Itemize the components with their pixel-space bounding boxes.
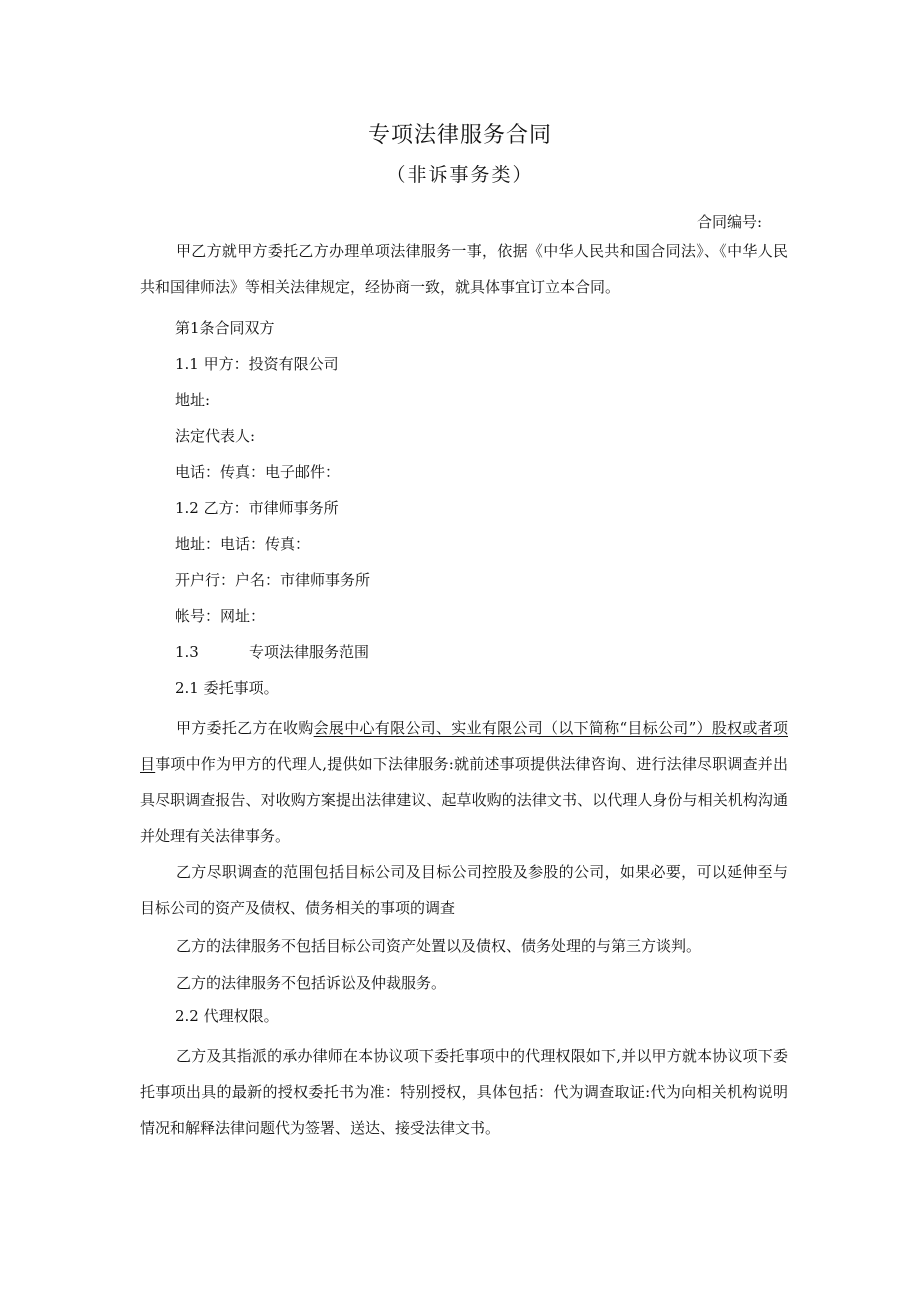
article-1-heading: 第1条合同双方: [175, 319, 275, 337]
para1-rest: 事项中作为甲方的代理人,提供如下法律服务:就前述事项提供法律咨询、进行法律尽职调查并出具尽职调查报告、对收购方案提出法律建议、起草收购的法律文书、以代理人身份与相关机构沟通并处理有关法律事务。: [140, 755, 788, 845]
section-1-2: 1.2 乙方：市律师事务所: [175, 499, 339, 517]
party-a-contact: 电话：传真：电子邮件：: [175, 463, 341, 481]
document-title: 专项法律服务合同: [367, 123, 552, 148]
section-1-1: 1.1 甲方：投资有限公司: [175, 355, 339, 373]
party-b-contact: 地址：电话：传真：: [175, 535, 311, 553]
authority-paragraph: 乙方及其指派的承办律师在本协议项下委托事项中的代理权限如下,并以甲方就本协议项下委托事项出具的最新的授权委托书为准：特别授权，具体包括：代为调查取证:代为向相关机构说明情况和解释法律问题代为签署、送达、接受法律文书。: [140, 1047, 788, 1137]
document-subtitle: （非诉事务类）: [386, 164, 534, 186]
due-diligence-scope-paragraph: 乙方尽职调查的范围包括目标公司及目标公司控股及参股的公司，如果必要，可以延伸至与目标公司的资产及债权、债务相关的事项的调查: [140, 863, 788, 917]
party-a-address: 地址:: [175, 391, 211, 409]
section-2-2: 2.2 代理权限。: [175, 1007, 279, 1025]
section-1-3-text: 专项法律服务范围: [249, 643, 370, 661]
section-2-1: 2.1 委托事项。: [175, 679, 279, 697]
target-company-underlined: 会展中心有限公司、实业有限公司（以下简称“目标公司”）股权或者项目: [140, 719, 788, 773]
intro-paragraph: 甲乙方就甲方委托乙方办理单项法律服务一事，依据《中华人民共和国合同法》、《中华人民共和国律师法》等相关法律规定，经协商一致，就具体事宜订立本合同。: [140, 242, 788, 296]
contract-number-label: 合同编号:: [696, 213, 762, 231]
section-1-3: [175, 641, 369, 662]
section-1-3-number: 1.3: [175, 643, 199, 661]
party-b-bank: 开户行：户名：市律师事务所: [175, 571, 371, 589]
party-a-legal-rep: 法定代表人:: [175, 427, 256, 445]
entrusted-matters-paragraph: [140, 710, 788, 854]
exclusion-litigation-paragraph: 乙方的法律服务不包括诉讼及仲裁服务。: [176, 974, 447, 992]
party-b-account: 帐号：网址：: [175, 607, 266, 625]
para1-lead: 甲方委托乙方在收购: [176, 719, 314, 737]
exclusion-negotiation-paragraph: 乙方的法律服务不包括目标公司资产处置以及债权、债务处理的与第三方谈判。: [176, 937, 702, 955]
